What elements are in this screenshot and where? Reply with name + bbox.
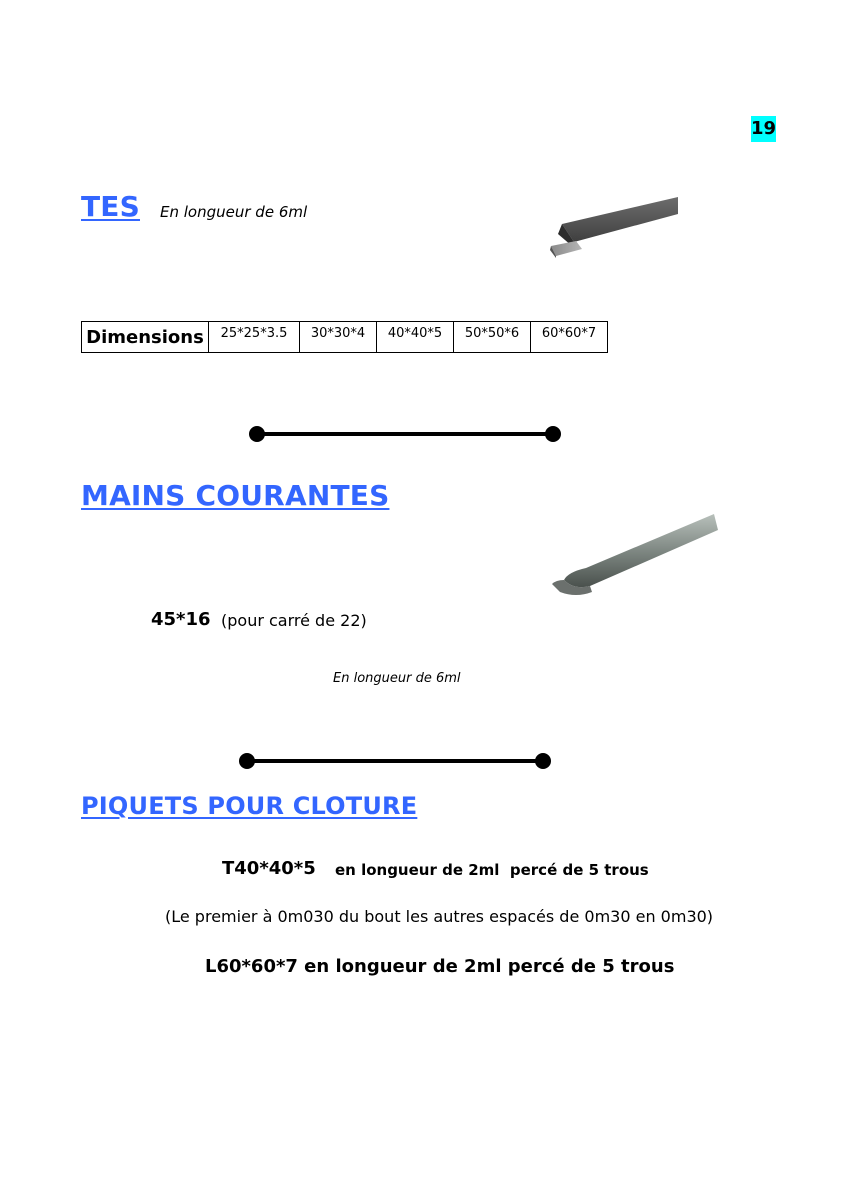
tee-post-code: T40*40*5	[222, 858, 316, 879]
tes-length-note: En longueur de 6ml	[160, 203, 308, 221]
hole-spacing-note: (Le premier à 0m030 du bout les autres espacés de 0m30 en 0m30)	[165, 907, 714, 926]
divider-endpoint	[545, 426, 561, 442]
section-divider	[257, 432, 553, 436]
dimension-cell: 50*50*6	[454, 322, 531, 353]
table-row	[82, 322, 608, 353]
divider-endpoint	[535, 753, 551, 769]
dimensions-label: Dimensions	[82, 322, 209, 353]
divider-endpoint	[249, 426, 265, 442]
piquets-heading: PIQUETS POUR CLOTURE	[81, 792, 418, 820]
mains-courantes-heading: MAINS COURANTES	[81, 479, 390, 512]
tes-heading: TES	[81, 190, 140, 223]
tee-post-spec: en longueur de 2ml percé de 5 trous	[335, 861, 649, 879]
tee-profile-image	[548, 194, 680, 260]
divider-endpoint	[239, 753, 255, 769]
section-divider	[247, 759, 543, 763]
dimension-cell: 40*40*5	[377, 322, 454, 353]
dimension-cell: 60*60*7	[531, 322, 608, 353]
handrail-size-note: (pour carré de 22)	[221, 611, 367, 630]
dimensions-table	[81, 321, 608, 353]
handrail-profile-image	[546, 512, 720, 598]
page-number: 19	[751, 116, 776, 142]
angle-post-spec: L60*60*7 en longueur de 2ml percé de 5 trous	[205, 956, 675, 977]
dimension-cell: 30*30*4	[300, 322, 377, 353]
handrail-length-note: En longueur de 6ml	[333, 671, 461, 686]
dimension-cell: 25*25*3.5	[209, 322, 300, 353]
handrail-size: 45*16	[151, 609, 211, 630]
